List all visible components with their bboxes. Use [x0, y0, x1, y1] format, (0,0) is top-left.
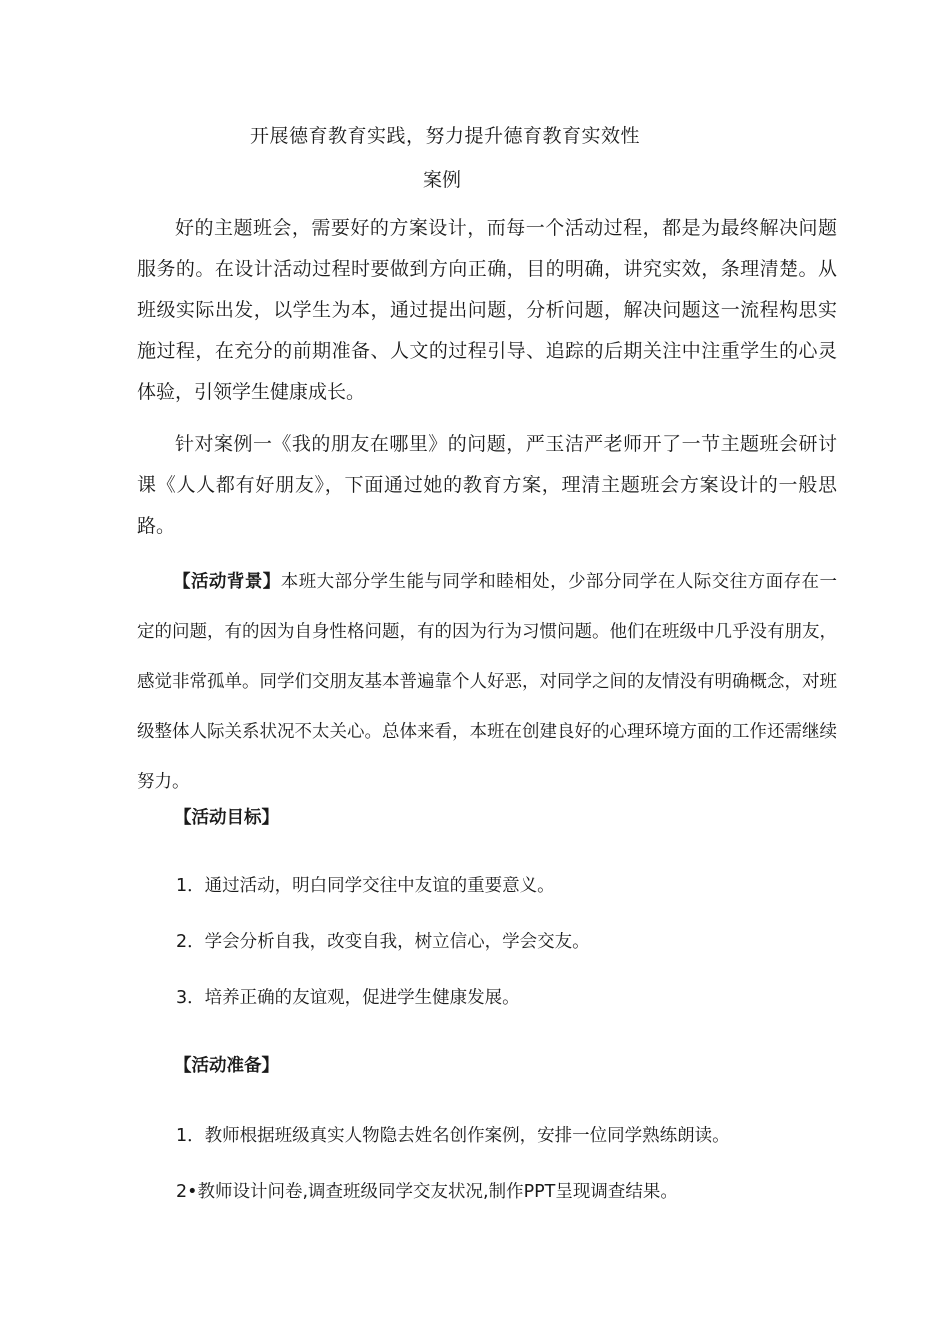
goal-item: 3．培养正确的友谊观，促进学生健康发展。: [176, 988, 520, 1008]
goals-heading: 【活动目标】: [174, 808, 279, 828]
goal-item: 2．学会分析自我，改变自我，树立信心，学会交友。: [176, 932, 590, 952]
background-paragraph: [137, 557, 837, 807]
background-label: 【活动背景】: [173, 572, 281, 592]
background-text: 本班大部分学生能与同学和睦相处，少部分同学在人际交往方面存在一定的问题，有的因为自身性格问题，有的因为行为习惯问题。他们在班级中几乎没有朋友，感觉非常孤单。同学们交朋友基本普遍靠个人好恶，对同学之间的友情没有明确概念，对班级整体人际关系状况不太关心。总体来看，本班在创建良好的心理环境方面的工作还需继续努力。: [137, 572, 837, 792]
intro-paragraph: 好的主题班会，需要好的方案设计，而每一个活动过程，都是为最终解决问题服务的。在设计活动过程时要做到方向正确，目的明确，讲究实效，条理清楚。从班级实际出发，以学生为本，通过提出问题，分析问题，解决问题这一流程构思实施过程，在充分的前期准备、人文的过程引导、追踪的后期关注中注重学生的心灵体验，引领学生健康成长。: [137, 217, 837, 403]
goal-item: 1．通过活动，明白同学交往中友谊的重要意义。: [176, 876, 555, 896]
document-subtitle: 案例: [423, 169, 462, 191]
preparation-item: 1．教师根据班级真实人物隐去姓名创作案例，安排一位同学熟练朗读。: [176, 1126, 730, 1146]
case-intro-paragraph: 针对案例一《我的朋友在哪里》的问题，严玉洁严老师开了一节主题班会研讨课《人人都有好朋友》，下面通过她的教育方案，理清主题班会方案设计的一般思路。: [137, 433, 837, 537]
preparation-heading: 【活动准备】: [174, 1056, 279, 1076]
document-title: 开展德育教育实践，努力提升德育教育实效性: [250, 125, 641, 147]
preparation-item: 2•教师设计问卷,调查班级同学交友状况,制作PPT呈现调查结果。: [176, 1182, 678, 1202]
